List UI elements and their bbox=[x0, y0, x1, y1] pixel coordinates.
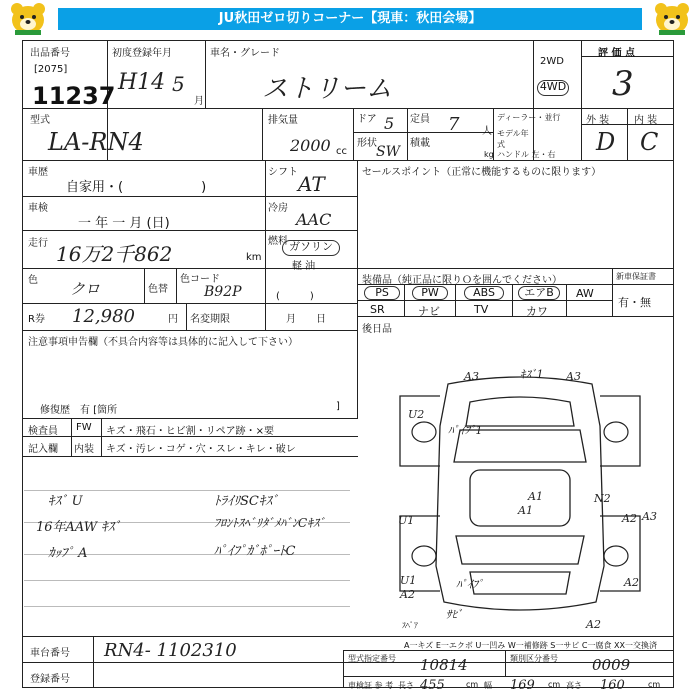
mark-a3-right: A3 bbox=[642, 510, 657, 523]
bear-mascot-icon bbox=[652, 1, 692, 35]
mark-a2-right: A2 bbox=[622, 512, 637, 525]
lot-number: 11237 bbox=[32, 82, 116, 110]
warranty-label: 新車保証書 bbox=[616, 272, 656, 281]
dealer-label: ディーラー・並行 bbox=[497, 113, 561, 122]
spare-label: ｽﾍﾟｱ bbox=[402, 621, 418, 630]
fuel-value: ガソリン bbox=[282, 240, 340, 256]
model-name: ストリーム bbox=[262, 74, 393, 104]
note-left-3: ｶｯﾌﾟ A bbox=[48, 546, 88, 561]
equip-sr: SR bbox=[370, 303, 385, 316]
mark-a1-roof-2: A1 bbox=[518, 504, 533, 517]
doors-value: 5 bbox=[384, 114, 395, 133]
equip-airbag: エアB bbox=[518, 286, 560, 300]
cc-unit: cc bbox=[336, 146, 347, 157]
interior-grade: C bbox=[640, 128, 659, 156]
registration-label: 登録番号 bbox=[30, 674, 70, 685]
mark-a2-rear-right: A2 bbox=[624, 576, 639, 589]
length-value: 455 bbox=[420, 678, 445, 693]
notes-label: 注意事項申告欄（不具合内容等は具体的に記入して下さい） bbox=[28, 337, 298, 348]
exterior-label: 外 装 bbox=[586, 115, 610, 126]
height-label: 高さ bbox=[566, 681, 582, 690]
color-code-label: 色コード bbox=[180, 274, 220, 285]
displacement-label: 排気量 bbox=[268, 115, 298, 126]
shape-label: 形状 bbox=[357, 138, 377, 149]
note-right-2: ﾌﾛﾝﾄｽﾍﾞﾘﾀﾞﾒﾊﾞﾝCｷｽﾞ bbox=[214, 516, 326, 530]
shape-value: SW bbox=[376, 144, 400, 160]
person-unit: 人 bbox=[482, 126, 492, 137]
equip-navi: ナビ bbox=[418, 305, 440, 318]
mark-a2-rear-left: A2 bbox=[400, 588, 415, 601]
mark-a2-bottom: A2 bbox=[586, 618, 601, 631]
capacity-label: 定員 bbox=[410, 114, 430, 125]
mark-a1-roof: A1 bbox=[528, 490, 543, 503]
chassis-value: RN4- 1102310 bbox=[104, 640, 237, 661]
class-value: 0009 bbox=[592, 656, 631, 674]
color-value: クロ bbox=[70, 280, 101, 298]
mark-scratch-front: ｷｽﾞ1 bbox=[520, 368, 544, 381]
mark-pipe-1: ﾊﾟｲﾌﾟ1 bbox=[448, 424, 483, 437]
fuel-label: 燃料 bbox=[268, 236, 288, 247]
month-unit: 月 bbox=[194, 96, 204, 107]
mark-a3-front-right: A3 bbox=[566, 370, 581, 383]
first-reg-label: 初度登録年月 bbox=[112, 48, 172, 59]
banner-title: JU秋田ゼロ切りコーナー【現車：秋田会場】 bbox=[58, 8, 642, 30]
color-no-label: 色替 bbox=[148, 284, 168, 295]
height-unit: cm bbox=[648, 680, 661, 689]
exterior-grade: D bbox=[596, 128, 616, 156]
ac-label: 冷房 bbox=[268, 203, 288, 214]
height-value: 160 bbox=[600, 678, 625, 693]
bear-mascot-icon bbox=[8, 1, 48, 35]
recycle-value: 12,980 bbox=[72, 306, 135, 327]
warranty-value: 有・無 bbox=[618, 296, 651, 309]
note-right-1: ﾄﾗｲﾘSCｷｽﾞ bbox=[214, 494, 279, 509]
first-reg-year: H14 bbox=[118, 70, 166, 95]
equip-pw: PW bbox=[412, 286, 448, 300]
model-label: 車名・グレード bbox=[210, 48, 280, 59]
shift-value: AT bbox=[298, 172, 325, 196]
drive-4wd: 4WD bbox=[537, 80, 569, 96]
interior-label: 内 装 bbox=[634, 115, 658, 126]
model-year-label: モデル年式 bbox=[497, 129, 529, 149]
equip-aw: AW bbox=[576, 287, 594, 300]
capacity-value: 7 bbox=[448, 114, 460, 135]
lot-sub: [2075] bbox=[34, 64, 68, 75]
mark-u1-rear: U1 bbox=[400, 574, 417, 587]
lot-label: 出品番号 bbox=[30, 48, 70, 59]
handle-label: ハンドル 左・右 bbox=[497, 150, 556, 159]
class-label: 類別区分番号 bbox=[510, 654, 558, 663]
repair-close: ] bbox=[336, 401, 340, 412]
length-unit: cm bbox=[466, 680, 479, 689]
mark-n2: N2 bbox=[594, 492, 611, 505]
color-code-value: B92P bbox=[204, 284, 242, 300]
km-unit: km bbox=[246, 252, 262, 263]
width-value: 169 bbox=[510, 678, 535, 693]
note-left-2: 16年AAW ｷｽﾞ bbox=[36, 520, 121, 535]
displacement-value: 2000 bbox=[290, 136, 331, 155]
note-right-3: ﾊﾟｲﾌﾟｶﾞﾎﾟｰﾄC bbox=[214, 544, 296, 559]
fw-items: キズ・飛石・ヒビ割・リペア跡・×要 bbox=[106, 426, 274, 437]
fw-label: FW bbox=[76, 422, 92, 433]
drive-2wd: 2WD bbox=[540, 56, 564, 67]
equip-abs: ABS bbox=[464, 286, 504, 300]
mark-pipe-rear: ﾊﾟｲﾌﾟ bbox=[456, 578, 484, 591]
inspector-label: 検査員 bbox=[28, 426, 58, 437]
fuel-paren: ( ) bbox=[276, 291, 314, 302]
length-label: 長さ bbox=[398, 681, 414, 690]
interior-items: キズ・汚レ・コゲ・穴・スレ・キレ・破レ bbox=[106, 444, 296, 455]
mark-rust: ｻﾋﾞ bbox=[446, 608, 463, 621]
equipment-label: 装備品（純正品に限りＯを囲んでください） bbox=[362, 275, 562, 286]
name-change-value: 月 日 bbox=[286, 314, 326, 325]
note-left-1: ｷｽﾞ U bbox=[48, 494, 83, 509]
back-seat-label: 後日品 bbox=[362, 324, 392, 335]
sales-point-label: セールスポイント（正常に機能するものに限ります） bbox=[362, 167, 602, 178]
fuel-alt: 軽 油 bbox=[292, 261, 316, 272]
type-label: 型式 bbox=[30, 115, 50, 126]
type-value: LA-RN4 bbox=[48, 128, 144, 156]
equip-ps: PS bbox=[364, 286, 400, 300]
width-label: 幅 bbox=[484, 681, 492, 690]
mark-a3-front-left: A3 bbox=[464, 370, 479, 383]
equip-tv: TV bbox=[474, 303, 489, 316]
shift-label: シフト bbox=[268, 167, 298, 178]
usage-value: 自家用・( ) bbox=[66, 180, 207, 195]
name-change-label: 名変期限 bbox=[190, 314, 230, 325]
interior-inspect-label: 内装 bbox=[74, 444, 94, 455]
usage-label: 車歴 bbox=[28, 167, 48, 178]
ac-value: AAC bbox=[296, 210, 332, 229]
inspection-label: 車検 bbox=[28, 203, 48, 214]
mark-u1-left: U1 bbox=[398, 514, 415, 527]
color-label: 色 bbox=[28, 275, 38, 286]
score-label: 評 価 点 bbox=[598, 48, 635, 59]
recycle-label: R券 bbox=[28, 314, 45, 325]
width-unit: cm bbox=[548, 680, 561, 689]
mileage-label: 走行 bbox=[28, 238, 48, 249]
inspector-label-2: 記入欄 bbox=[28, 444, 58, 455]
mileage-value: 16万2千862 bbox=[56, 242, 173, 266]
type-designation-value: 10814 bbox=[420, 656, 468, 674]
mark-u2: U2 bbox=[408, 408, 425, 421]
type-designation-label: 型式指定番号 bbox=[348, 654, 396, 663]
damage-legend: A一キズ E一エクボ U一凹み W一補修跡 S一サビ C一腐食 XX一交換済 bbox=[404, 641, 658, 650]
equip-leather: カワ bbox=[526, 305, 548, 318]
dimension-label: 車検証 参 考 bbox=[348, 681, 394, 690]
car-diagram bbox=[390, 366, 672, 636]
chassis-label: 車台番号 bbox=[30, 648, 70, 659]
first-reg-month: 5 bbox=[172, 72, 185, 96]
inspection-value: 一 年 一 月 (日) bbox=[78, 216, 170, 231]
kg-unit: kg bbox=[484, 150, 494, 159]
load-label: 積載 bbox=[410, 138, 430, 149]
yen-unit: 円 bbox=[168, 314, 178, 325]
score: 3 bbox=[612, 64, 634, 104]
doors-label: ドア bbox=[357, 114, 377, 125]
repair-label: 修復歴 有 [箇所 bbox=[40, 405, 118, 416]
